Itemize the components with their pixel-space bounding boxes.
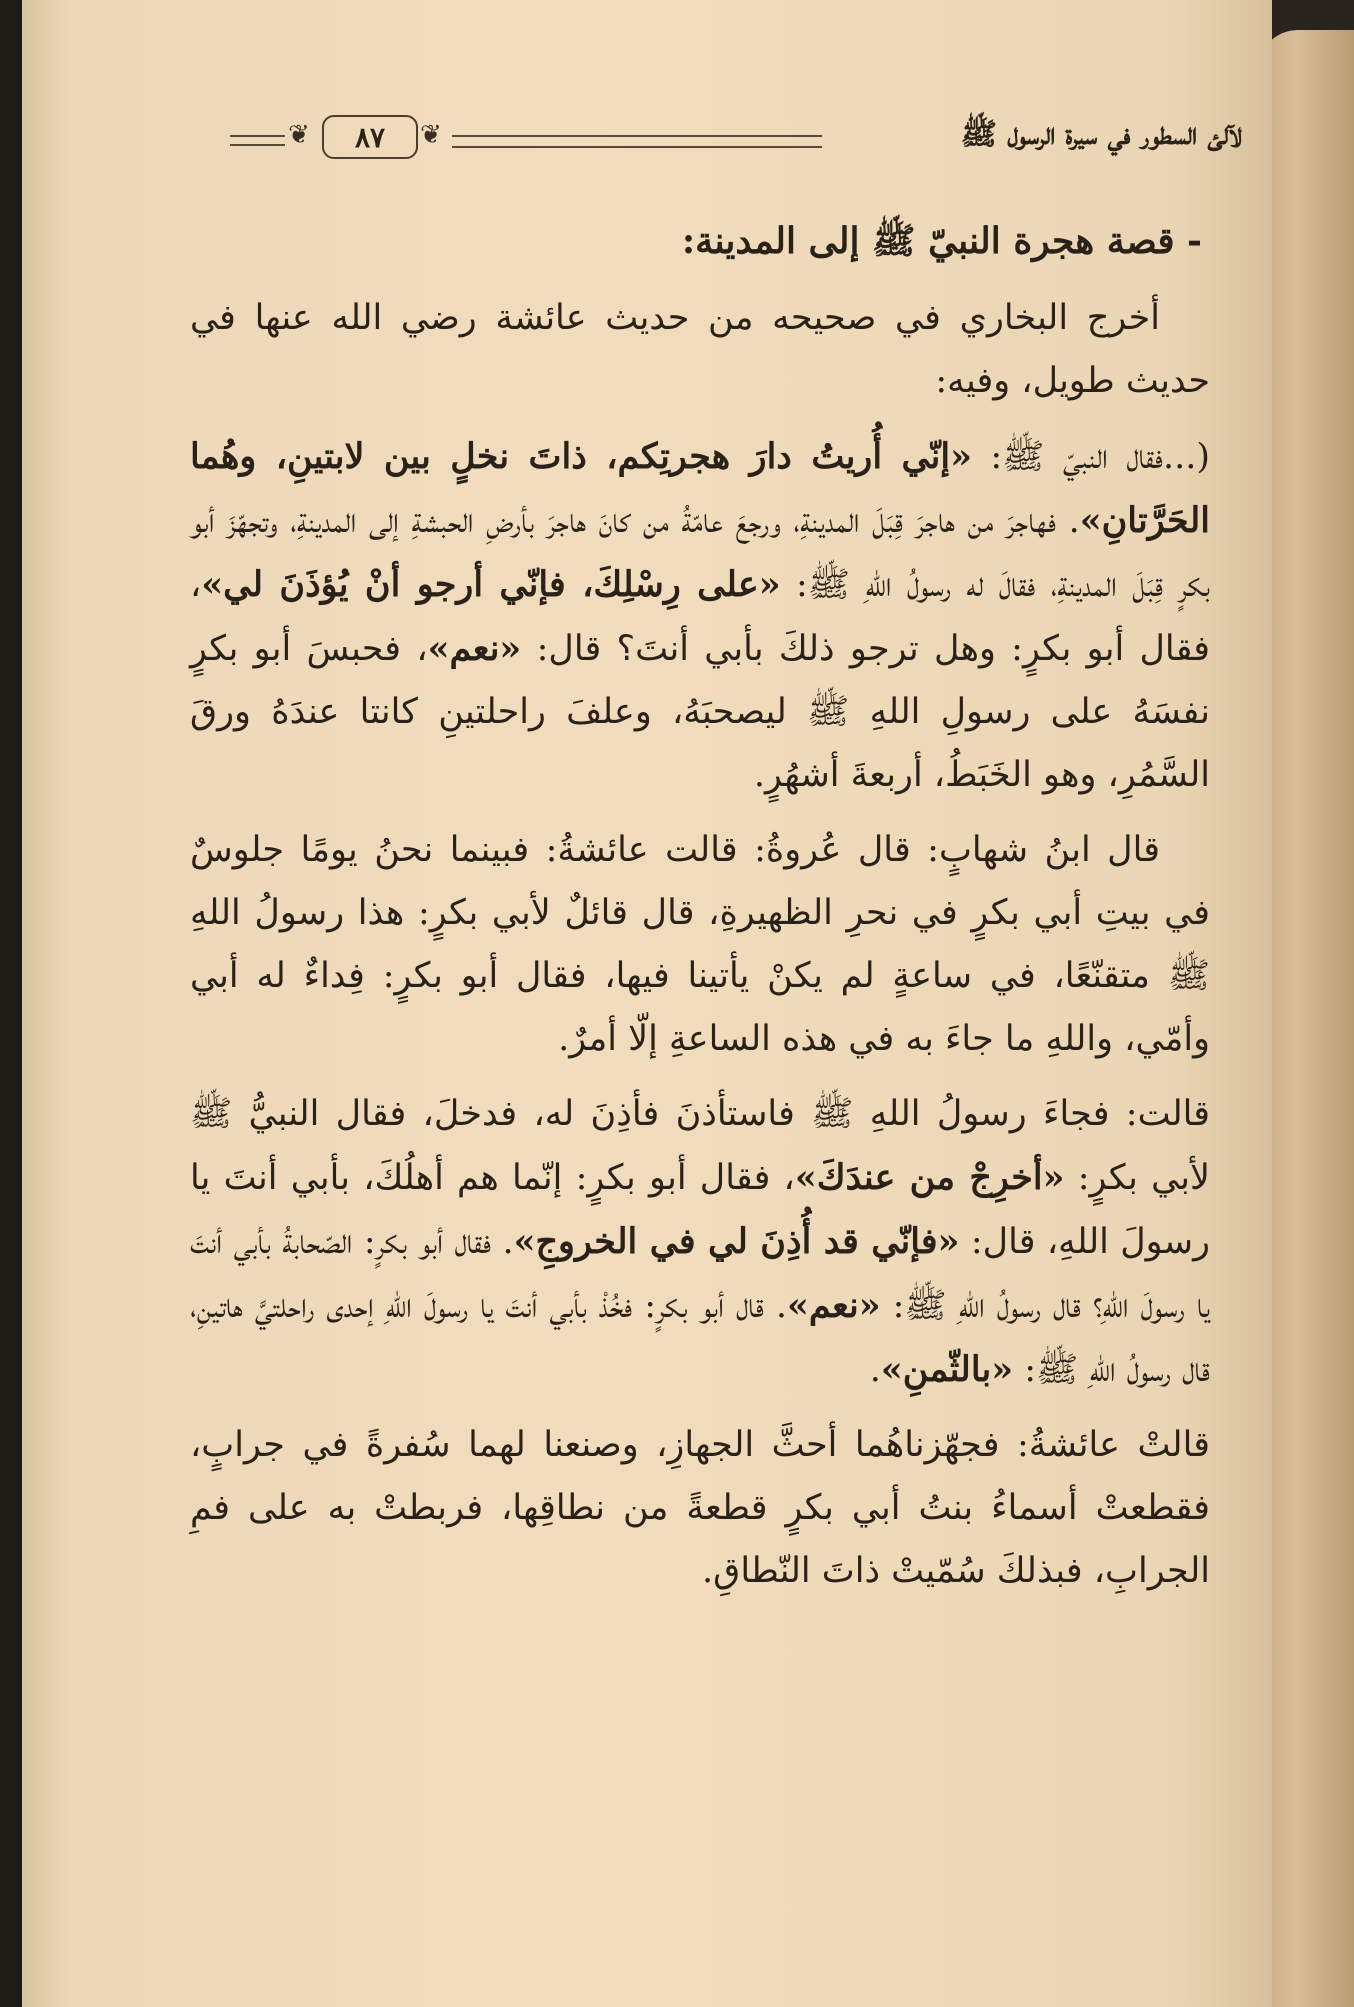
page-body (190, 210, 1210, 1615)
prophet-quote: «أخرِجْ من عندَكَ» (794, 1157, 1065, 1198)
text-run: ، فحبسَ أبو بكرٍ نفسَهُ على رسولِ اللهِ ﷺ ليصحبَهُ، وعلفَ راحلتينِ كانتا عندَهُ ورقَ السَّمُرِ، وهو الخَبَطُ، أربعةَ أشهُرٍ. (190, 629, 1210, 795)
text-run: . فهاجرَ من هاجرَ قِبَلَ المدينةِ، ورجعَ عامّةُ من كانَ هاجرَ بأرضِ الحبشةِ إلى المدينةِ، وتجهّزَ أبو بكرٍ قِبَلَ المدينةِ، فقالَ له رسولُ اللهِ ﷺ: (190, 501, 1210, 605)
text-run: . فقال أبو بكرٍ: الصّحابةُ بأبي أنتَ يا رسولَ اللهِ؟ قال رسولُ اللهِ ﷺ: (190, 1222, 1210, 1326)
prophet-quote: «نعم» (786, 1285, 881, 1326)
text-run: قالت: فجاءَ رسولُ اللهِ ﷺ فاستأذنَ فأذِنَ له، فدخلَ، فقال النبيُّ ﷺ لأبي بكرٍ: (190, 1094, 1210, 1198)
prophet-quote: «فإنّي قد أُذِنَ لي في الخروجِ» (513, 1221, 960, 1262)
hadith-paragraph-3 (190, 1083, 1210, 1402)
hadith-paragraph-4: قالتْ عائشةُ: فجهّزناهُما أحثَّ الجهازِ، وصنعنا لهما سُفرةً في جرابٍ، فقطعتْ أسماءُ بنتُ أبي بكرٍ قطعةً من نطاقِها، فربطتْ به على فمِ الجرابِ، فبذلكَ سُمّيتْ ذاتَ النّطاقِ. (190, 1425, 1210, 1591)
section-heading: - قصة هجرة النبيّ ﷺ إلى المدينة: (681, 220, 1202, 262)
prophet-quote: «على رِسْلِكَ، فإنّي أرجو أنْ يُؤذَنَ لي» (201, 564, 781, 605)
header-left-rule (230, 135, 285, 146)
book-title: لآلئ السطور في سيرة الرسول ﷺ (960, 117, 1242, 152)
text-run: . قال أبو بكرٍ: فخُذْ بأبي أنتَ يا رسولَ اللهِ إحدى راحلتيَّ هاتينِ، قال رسولُ اللهِ ﷺ: (190, 1286, 1210, 1390)
hadith-paragraph-2: قال ابنُ شهابٍ: قال عُروةُ: قالت عائشةُ: فبينما نحنُ يومًا جلوسٌ في بيتِ أبي بكرٍ في نحرِ الظهيرةِ، قال قائلٌ لأبي بكرٍ: هذا رسولُ اللهِ ﷺ متقنّعًا، في ساعةٍ لم يكنْ يأتينا فيها، فقال أبو بكرٍ: فِداءٌ له أبي وأمّي، واللهِ ما جاءَ به في هذه الساعةِ إلّا أمرٌ. (190, 830, 1210, 1059)
floral-ornament-icon: ❦ (420, 120, 442, 150)
header-rule (452, 135, 822, 148)
next-page-edge (1258, 30, 1354, 2007)
floral-ornament-icon: ❦ (288, 120, 310, 150)
prophet-quote: «بالثّمنِ» (880, 1349, 1014, 1390)
text-run: ، فقال أبو بكرٍ: إنّما هم أهلُكَ، بأبي أنتَ يا رسولَ اللهِ، قال: (190, 1158, 1210, 1262)
text-run: (...فقال النبيّ ﷺ: (972, 437, 1210, 477)
prophet-quote: «إنّي أُريتُ دارَ هجرتِكم، ذاتَ نخلٍ بين لابتينِ، وهُما الحَرَّتانِ» (190, 436, 1210, 541)
book-gutter-shadow (0, 0, 22, 2007)
running-header (222, 110, 1242, 170)
page-number: ٨٧ (322, 115, 418, 159)
intro-paragraph: أخرج البخاري في صحيحه من حديث عائشة رضي الله عنها في حديث طويل، وفيه: (190, 298, 1210, 401)
prophet-quote: «نعم» (427, 628, 522, 669)
hadith-paragraph-1 (190, 425, 1210, 807)
text-run: . (869, 1350, 881, 1390)
text-run: ، فقال أبو بكرٍ: وهل ترجو ذلكَ بأبي أنتَ؟ قال: (190, 565, 1211, 669)
